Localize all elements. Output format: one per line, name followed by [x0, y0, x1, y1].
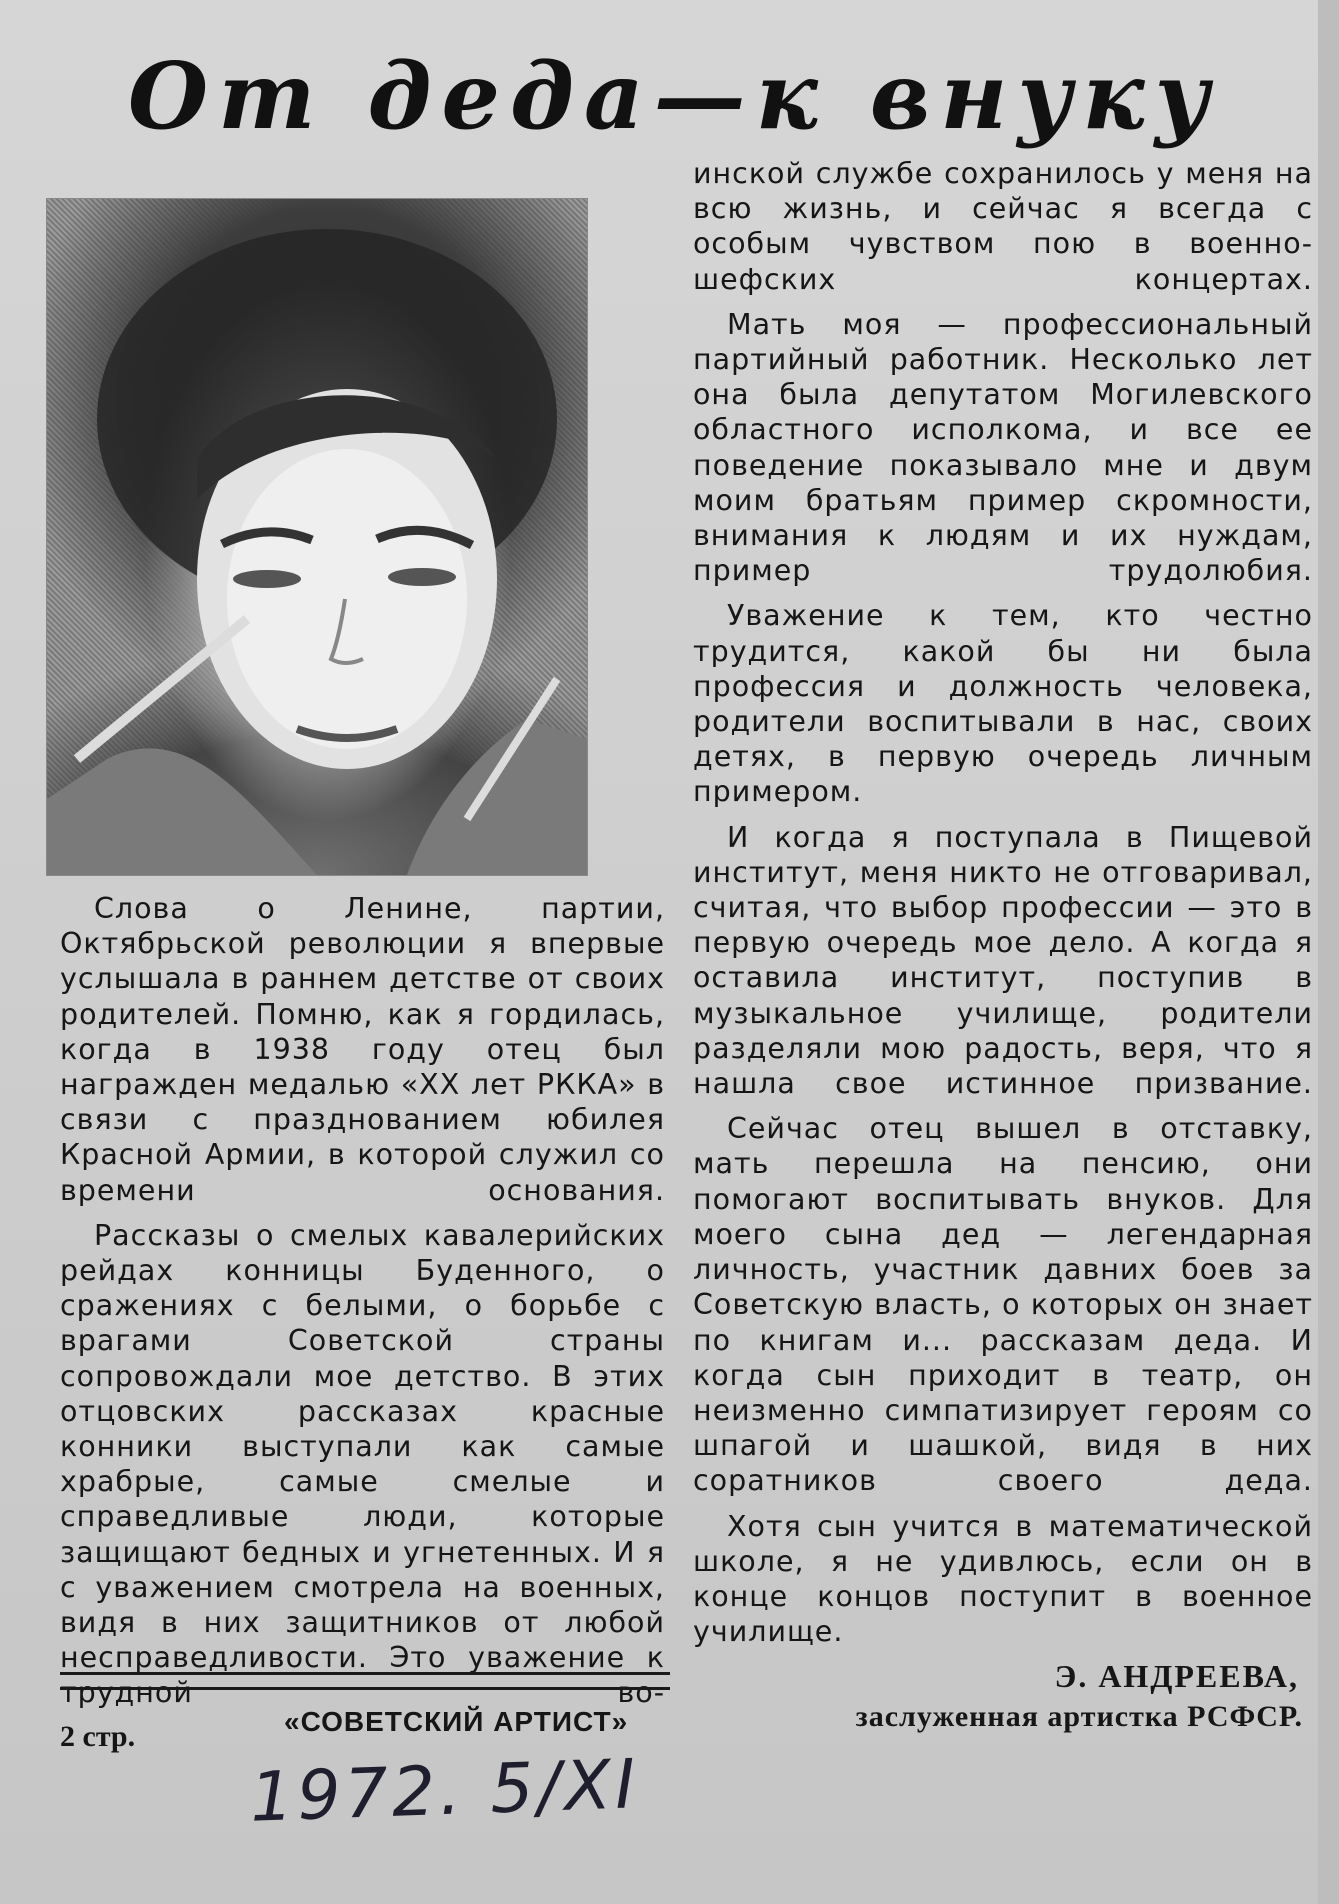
page-number: 2 стр. [60, 1720, 136, 1753]
footer-rule [60, 1672, 670, 1690]
handwritten-date: 1972. 5/XI [248, 1745, 641, 1838]
paragraph: Слова о Ленине, партии, Октябрьской революции я впервые услышала в раннем детстве от своих родителей. Помню, как я гордилась, когда в 1938 году отец был награжден медалью «XX лет РККА» в связи с празднованием юбилея Красной Армии, в которой служил со времени основания. [60, 892, 665, 1207]
author-title: заслуженная артистка РСФСР. [855, 1700, 1303, 1733]
scan-edge [1318, 0, 1339, 1904]
paragraph: Уважение к тем, кто честно трудится, какой бы ни была профессия и должность человека, родители воспитывали в нас, своих детях, в первую очередь личным примером. [693, 599, 1313, 809]
article-right-column [693, 156, 1313, 1649]
article-left-column [60, 891, 665, 1711]
paragraph: инской службе сохранилось у меня на всю жизнь, и сейчас я всегда с особым чувством пою в военно-шефских концертах. [693, 157, 1313, 296]
paragraph: Рассказы о смелых кавалерийских рейдах конницы Буденного, о сражениях с белыми, о борьбе с врагами Советской страны сопровождали мое детство. В этих отцовских рассказах красные конники выступали как самые храбрые, самые смелые и справедливые люди, которые защищают бедных и угнетенных. И я с уважением смотрела на военных, видя в них защитников от любой несправедливости. Это уважение к трудной во- [60, 1218, 665, 1710]
author-name: Э. АНДРЕЕВА, [1054, 1658, 1299, 1694]
portrait-illustration [47, 199, 587, 875]
portrait-photo [46, 198, 588, 876]
paragraph: Сейчас отец вышел в отставку, мать перешла на пенсию, они помогают воспитывать внуков. Для моего сына дед — легендарная личность, участник давних боев за Советскую власть, о которых он знает по книгам и... рассказам деда. И когда сын приходит в театр, он неизменно симпатизирует героям со шпагой и шашкой, видя в них соратников своего деда. [693, 1112, 1313, 1498]
paragraph: И когда я поступала в Пищевой институт, меня никто не отговаривал, считая, что выбор профессии — это в первую очередь мое дело. А когда я оставила институт, поступив в музыкальное училище, родители разделяли мою радость, веря, что я нашла свое истинное призвание. [693, 820, 1313, 1101]
paragraph: Мать моя — профессиональный партийный работник. Несколько лет она была депутатом Могилевского областного исполкома, и все ее поведение показывало мне и двум моим братьям пример скромности, внимания к людям и их нуждам, пример трудолюбия. [693, 307, 1313, 588]
newspaper-name: «СОВЕТСКИЙ АРТИСТ» [284, 1706, 629, 1737]
headline: От деда—к внуку [128, 42, 1220, 150]
paragraph: Хотя сын учится в математической школе, я не удивлюсь, если он в конце концов поступит в военное училище. [693, 1509, 1313, 1649]
